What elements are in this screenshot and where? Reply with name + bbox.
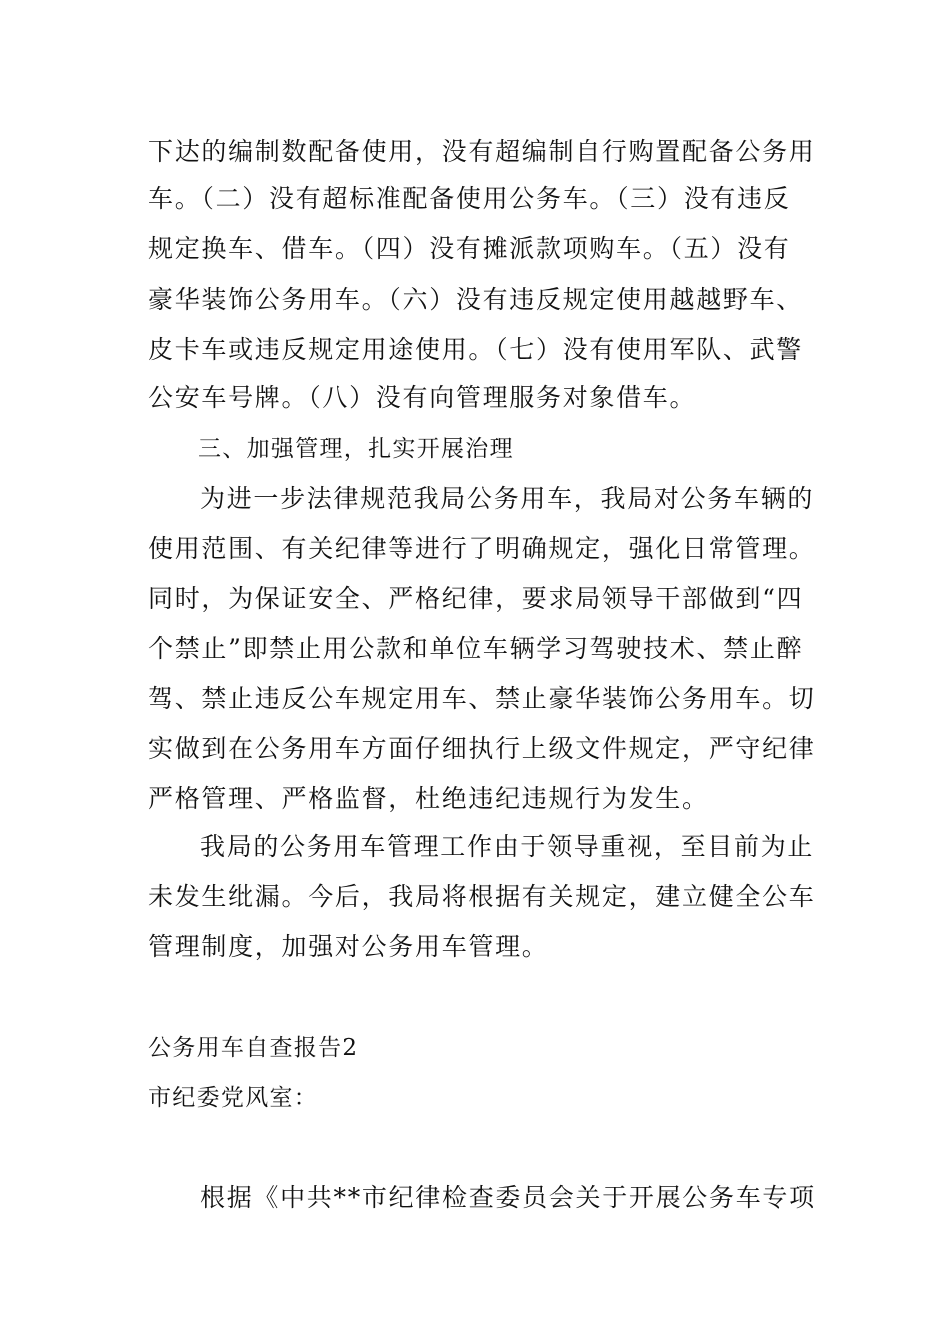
paragraph-line: 使用范围、有关纪律等进行了明确规定，强化日常管理。	[148, 534, 816, 563]
paragraph-line: 根据《中共**市纪律检查委员会关于开展公务车专项	[200, 1183, 816, 1212]
paragraph-line: 实做到在公务用车方面仔细执行上级文件规定，严守纪律	[148, 734, 816, 763]
paragraph-line: 公安车号牌。（八）没有向管理服务对象借车。	[148, 383, 697, 412]
paragraph-line: 驾、禁止违反公车规定用车、禁止豪华装饰公务用车。切	[148, 684, 816, 713]
paragraph-line: 管理制度，加强对公务用车管理。	[148, 932, 549, 961]
paragraph-line: 同时，为保证安全、严格纪律，要求局领导干部做到“四	[148, 584, 804, 613]
paragraph-line: 未发生纰漏。今后，我局将根据有关规定，建立健全公车	[148, 882, 816, 911]
paragraph-line: 严格管理、严格监督，杜绝违纪违规行为发生。	[148, 784, 709, 813]
paragraph-line: 我局的公务用车管理工作由于领导重视，至目前为止	[200, 832, 815, 861]
report-title: 公务用车自查报告2	[148, 1035, 359, 1061]
section-heading: 三、加强管理，扎实开展治理	[198, 436, 514, 462]
paragraph-line: 皮卡车或违反规定用途使用。（七）没有使用军队、武警	[148, 335, 804, 364]
paragraph-line: 豪华装饰公务用车。（六）没有违反规定使用越越野车、	[148, 285, 804, 314]
paragraph-line: 规定换车、借车。（四）没有摊派款项购车。（五）没有	[148, 234, 791, 263]
paragraph-line: 为进一步法律规范我局公务用车，我局对公务车辆的	[200, 484, 815, 513]
paragraph-line: 车。（二）没有超标准配备使用公务车。（三）没有违反	[148, 184, 791, 213]
paragraph-line: 个禁止”即禁止用公款和单位车辆学习驾驶技术、禁止醉	[148, 634, 804, 663]
paragraph-line: 下达的编制数配备使用，没有超编制自行购置配备公务用	[148, 137, 816, 166]
recipient-line: 市纪委党风室：	[148, 1085, 319, 1111]
